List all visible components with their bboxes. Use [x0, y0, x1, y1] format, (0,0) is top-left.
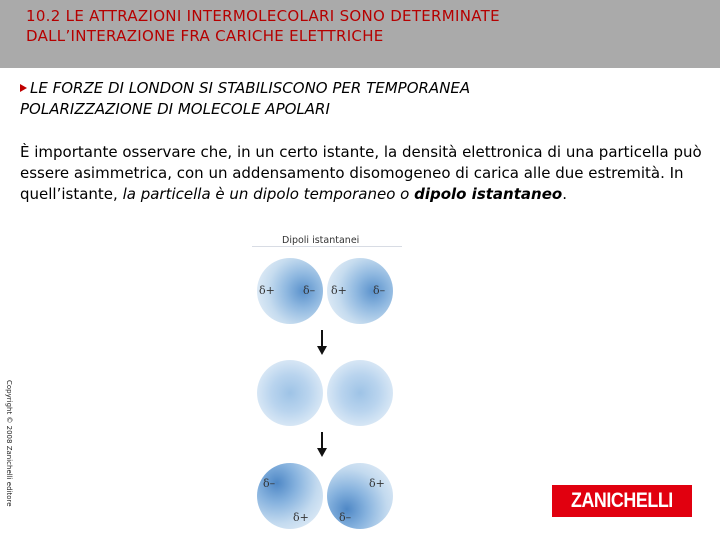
- zanichelli-logo: [552, 485, 692, 517]
- down-arrow-icon: [316, 432, 328, 458]
- slide-title-line2: DALL’INTERAZIONE FRA CARICHE ELETTRICHE: [26, 27, 384, 45]
- slide-title-line1: 10.2 LE ATTRAZIONI INTERMOLECOLARI SONO DETERMINATE: [26, 7, 500, 25]
- subtitle-line2: POLARIZZAZIONE DI MOLECOLE APOLARI: [20, 100, 330, 118]
- down-arrow-icon: [316, 330, 328, 356]
- section-subtitle: [20, 78, 710, 120]
- molecule-right-row3: [327, 463, 393, 529]
- delta-label: δ+: [293, 511, 309, 524]
- body-paragraph: [20, 142, 710, 205]
- subtitle-line1: LE FORZE DI LONDON SI STABILISCONO PER TEMPORANEA: [30, 79, 471, 97]
- molecule-left-row2: [257, 360, 323, 426]
- molecule-right-row2: [327, 360, 393, 426]
- figure-title-underline: [252, 246, 402, 247]
- copyright-notice: Copyright © 2008 Zanichelli editore: [5, 380, 13, 507]
- header-bar: [0, 0, 720, 68]
- delta-label: δ+: [331, 284, 347, 297]
- body-text-plain: È importante osservare che, in un certo istante, la densità elettronica di una particella può essere asimmetrica, con un addensamento disomogeneo di carica alle due estremità. In quell’istante,: [20, 143, 702, 203]
- body-text-bold: dipolo istantaneo: [414, 185, 563, 203]
- delta-label: δ–: [263, 477, 276, 490]
- delta-label: δ–: [303, 284, 316, 297]
- delta-label: δ+: [369, 477, 385, 490]
- molecule-left-row3: [257, 463, 323, 529]
- body-text-italic: la particella è un dipolo temporaneo o: [122, 185, 415, 203]
- slide-title: [26, 6, 706, 46]
- delta-label: δ–: [373, 284, 386, 297]
- bullet-arrow-icon: [20, 84, 27, 92]
- figure-title: Dipoli istantanei: [282, 235, 360, 246]
- delta-label: δ+: [259, 284, 275, 297]
- delta-label: δ–: [339, 511, 352, 524]
- body-text-end: .: [562, 185, 567, 203]
- logo-text: ZANICHELLI: [571, 489, 673, 512]
